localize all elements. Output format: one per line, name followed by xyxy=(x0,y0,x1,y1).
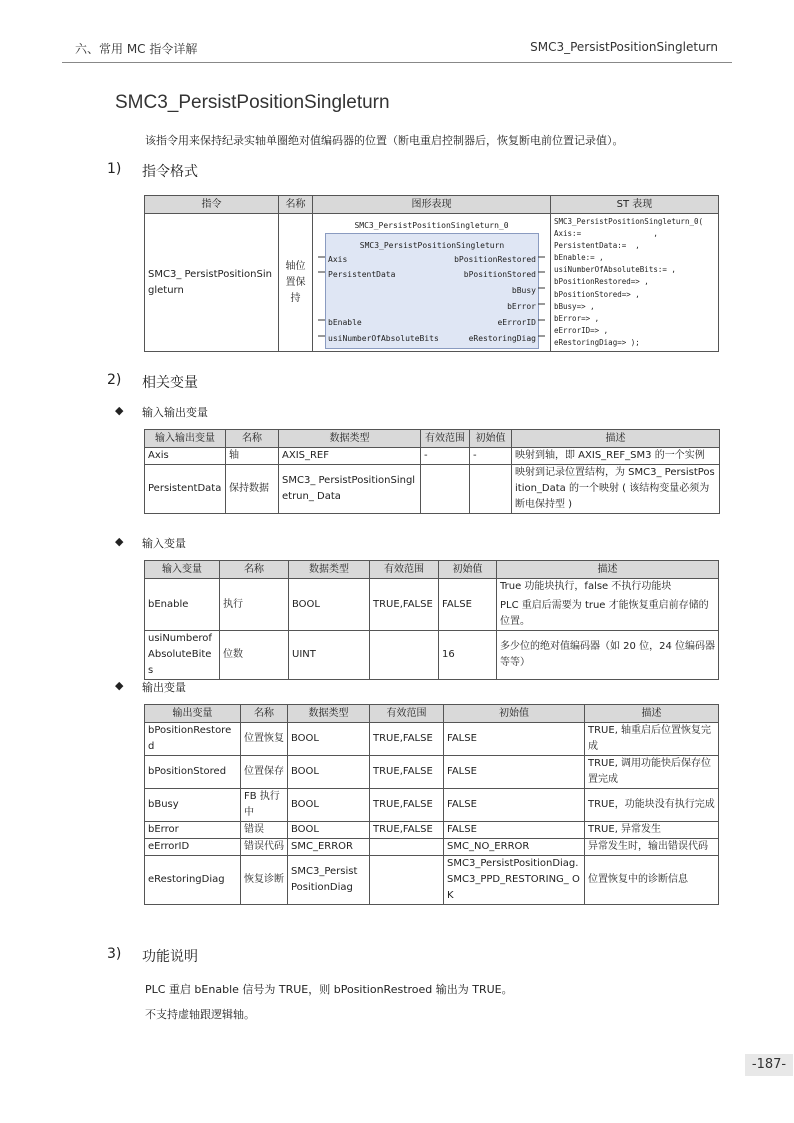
cell: 多少位的绝对值编码器（如 20 位，24 位编码器等等） xyxy=(497,631,719,680)
instruction-cell: SMC3_ PersistPositionSingleturn xyxy=(145,214,279,352)
running-title: SMC3_PersistPositionSingleturn xyxy=(530,40,718,54)
cell: TRUE,FALSE xyxy=(370,789,444,822)
function-text: 不支持虚轴跟逻辑轴。 xyxy=(145,1008,255,1021)
subsection-heading: 输入变量 xyxy=(142,537,186,550)
col-header: 数据类型 xyxy=(288,705,370,723)
col-header: 输入输出变量 xyxy=(145,430,226,448)
cell: 保持数据 xyxy=(226,465,279,514)
cell: FB 执行中 xyxy=(241,789,288,822)
cell: FALSE xyxy=(444,789,585,822)
cell: BOOL xyxy=(288,822,370,839)
table-row xyxy=(145,789,719,822)
page-title: SMC3_PersistPositionSingleturn xyxy=(115,92,390,113)
col-header: 输入变量 xyxy=(145,561,220,579)
cell xyxy=(370,839,444,856)
cell: TRUE，功能块没有执行完成 xyxy=(585,789,719,822)
col-header: 描述 xyxy=(512,430,720,448)
col-header: 图形表现 xyxy=(313,196,551,214)
cell: FALSE xyxy=(444,723,585,756)
graphic-cell xyxy=(313,214,551,352)
section-number: 2) xyxy=(107,372,122,388)
table-row xyxy=(145,579,719,631)
fb-instance-name: SMC3_PersistPositionSingleturn_0 xyxy=(354,220,509,230)
table-row xyxy=(145,448,720,465)
cell: BOOL xyxy=(288,756,370,789)
cell: TRUE, 异常发生 xyxy=(585,822,719,839)
st-line: eErrorID=> , xyxy=(554,325,609,335)
cell: BOOL xyxy=(289,579,370,631)
cell: TRUE,FALSE xyxy=(370,723,444,756)
cell: TRUE,FALSE xyxy=(370,579,439,631)
section-heading: 功能说明 xyxy=(142,949,198,965)
cell: usiNumberof AbsoluteBites xyxy=(145,631,220,680)
cell: AXIS_REF xyxy=(279,448,421,465)
col-header: 有效范围 xyxy=(421,430,470,448)
diamond-bullet-icon: ◆ xyxy=(115,679,124,692)
desc-line: PLC 重启后需要为 true 才能恢复重启前存储的位置。 xyxy=(500,600,709,627)
col-header: 有效范围 xyxy=(370,561,439,579)
cell: Axis xyxy=(145,448,226,465)
fb-input: bEnable xyxy=(328,317,362,327)
col-header: 初始值 xyxy=(444,705,585,723)
st-line: bEnable:= , xyxy=(554,253,604,263)
st-line: SMC3_PersistPositionSingleturn_0( xyxy=(554,217,704,226)
st-line: bPositionStored=> , xyxy=(554,289,640,299)
cell: 位置恢复 xyxy=(241,723,288,756)
table-row xyxy=(145,723,719,756)
name-cell: 轴位置保持 xyxy=(279,214,313,352)
table-row xyxy=(145,631,719,680)
col-header: 数据类型 xyxy=(289,561,370,579)
table-row xyxy=(145,756,719,789)
cell: - xyxy=(421,448,470,465)
inout-variable-table xyxy=(144,429,720,514)
fb-pin-lines xyxy=(313,215,551,351)
cell: BOOL xyxy=(288,723,370,756)
cell: bBusy xyxy=(145,789,241,822)
col-header: 输出变量 xyxy=(145,705,241,723)
st-line: bError=> , xyxy=(554,313,600,323)
cell: eRestoringDiag xyxy=(145,856,241,905)
section-number: 1) xyxy=(107,161,122,177)
cell: TRUE, 调用功能快后保存位置完成 xyxy=(585,756,719,789)
fb-output: bPositionStored xyxy=(463,269,536,279)
cell: 轴 xyxy=(226,448,279,465)
fb-input: usiNumberOfAbsoluteBits xyxy=(328,333,439,343)
cell: FALSE xyxy=(439,579,497,631)
subsection-heading: 输出变量 xyxy=(142,681,186,694)
table-row xyxy=(145,465,720,514)
cell: FALSE xyxy=(444,822,585,839)
cell: TRUE,FALSE xyxy=(370,822,444,839)
subsection-heading: 输入输出变量 xyxy=(142,406,208,419)
col-header: 指令 xyxy=(145,196,279,214)
cell: 异常发生时，输出错误代码 xyxy=(585,839,719,856)
cell: BOOL xyxy=(288,789,370,822)
cell: 错误代码 xyxy=(241,839,288,856)
cell: SMC_NO_ERROR xyxy=(444,839,585,856)
cell xyxy=(497,579,719,631)
cell: 映射到轴，即 AXIS_REF_SM3 的一个实例 xyxy=(512,448,720,465)
st-line: PersistentData:= , xyxy=(554,241,640,251)
output-variable-table xyxy=(144,704,719,905)
cell: UINT xyxy=(289,631,370,680)
chapter-header: 六、常用 MC 指令详解 xyxy=(75,42,198,56)
function-block-diagram xyxy=(313,215,550,351)
col-header: ST 表现 xyxy=(551,196,719,214)
fb-output: bError xyxy=(507,301,536,311)
col-header: 初始值 xyxy=(470,430,512,448)
cell: 映射到记录位置结构，为 SMC3_ PersistPosition_Data 的一个映射 ( 该结构变量必须为断电保持型 ) xyxy=(512,465,720,514)
fb-input: PersistentData xyxy=(328,269,396,279)
input-variable-table xyxy=(144,560,719,680)
section-heading: 相关变量 xyxy=(142,375,198,391)
col-header: 名称 xyxy=(279,196,313,214)
cell xyxy=(370,856,444,905)
cell: SMC_ERROR xyxy=(288,839,370,856)
cell: eErrorID xyxy=(145,839,241,856)
col-header: 描述 xyxy=(585,705,719,723)
col-header: 描述 xyxy=(497,561,719,579)
fb-output: eErrorID xyxy=(497,317,536,327)
st-line: eRestoringDiag=> ); xyxy=(554,337,640,347)
cell: SMC3_PersistPositionDiag. SMC3_PPD_RESTORING_ OK xyxy=(444,856,585,905)
cell: 位置保存 xyxy=(241,756,288,789)
cell xyxy=(370,631,439,680)
table-row xyxy=(145,822,719,839)
format-table xyxy=(144,195,719,352)
diamond-bullet-icon: ◆ xyxy=(115,404,124,417)
diamond-bullet-icon: ◆ xyxy=(115,535,124,548)
cell: 恢复诊断 xyxy=(241,856,288,905)
cell: TRUE, 轴重启后位置恢复完成 xyxy=(585,723,719,756)
cell xyxy=(470,465,512,514)
col-header: 有效范围 xyxy=(370,705,444,723)
col-header: 数据类型 xyxy=(279,430,421,448)
cell: bPositionRestored xyxy=(145,723,241,756)
cell: 错误 xyxy=(241,822,288,839)
cell: bError xyxy=(145,822,241,839)
st-line: bPositionRestored=> , xyxy=(554,277,649,287)
col-header: 名称 xyxy=(241,705,288,723)
cell xyxy=(421,465,470,514)
cell: bEnable xyxy=(145,579,220,631)
col-header: 初始值 xyxy=(439,561,497,579)
function-text: PLC 重启 bEnable 信号为 TRUE，则 bPositionRestroed 输出为 TRUE。 xyxy=(145,983,513,996)
st-line: usiNumberOfAbsoluteBits:= , xyxy=(554,265,676,275)
page-number: -187- xyxy=(745,1054,793,1076)
section-number: 3) xyxy=(107,946,122,962)
desc-line: True 功能块执行，false 不执行功能块 xyxy=(500,581,672,592)
cell: 位置恢复中的诊断信息 xyxy=(585,856,719,905)
cell: 16 xyxy=(439,631,497,680)
cell: 执行 xyxy=(220,579,289,631)
fb-type-name: SMC3_PersistPositionSingleturn xyxy=(359,240,505,250)
st-code-cell xyxy=(551,214,719,352)
fb-output: bPositionRestored xyxy=(454,254,536,264)
table-row xyxy=(145,839,719,856)
col-header: 名称 xyxy=(220,561,289,579)
intro-text: 该指令用来保持纪录实轴单圈绝对值编码器的位置（断电重启控制器后，恢复断电前位置记录值）。 xyxy=(145,134,624,147)
cell: TRUE,FALSE xyxy=(370,756,444,789)
cell: - xyxy=(470,448,512,465)
cell: PersistentData xyxy=(145,465,226,514)
fb-output: eRestoringDiag xyxy=(468,333,536,343)
section-heading: 指令格式 xyxy=(142,164,198,180)
st-line: bBusy=> , xyxy=(554,301,595,311)
fb-output: bBusy xyxy=(511,285,536,295)
cell: SMC3_Persist PositionDiag xyxy=(288,856,370,905)
header-divider xyxy=(62,62,732,63)
cell: bPositionStored xyxy=(145,756,241,789)
col-header: 名称 xyxy=(226,430,279,448)
cell: SMC3_ PersistPositionSingletrun_ Data xyxy=(279,465,421,514)
cell: FALSE xyxy=(444,756,585,789)
cell: 位数 xyxy=(220,631,289,680)
fb-input: Axis xyxy=(328,254,348,264)
st-line: Axis:= , xyxy=(554,229,658,239)
table-row xyxy=(145,856,719,905)
